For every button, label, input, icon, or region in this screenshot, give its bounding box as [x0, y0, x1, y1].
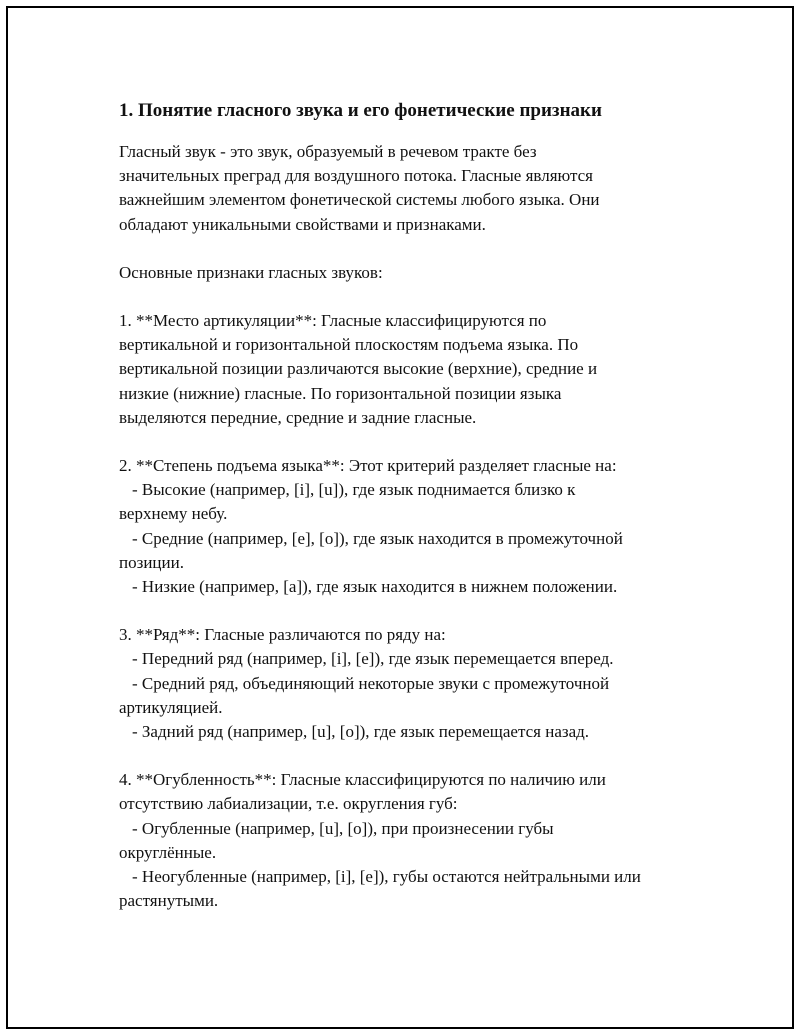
section-line: позиции. [119, 552, 184, 572]
bullet-line: - Средние (например, [e], [o]), где язык находится в промежуточной [132, 528, 623, 548]
section-line: 4. **Огубленность**: Гласные классифицируются по наличию или [119, 770, 606, 790]
section-line: округлённые. [119, 842, 217, 862]
section-line: отсутствию лабиализации, т.е. округления губ: [119, 794, 458, 814]
section-tongue-height [119, 454, 719, 599]
section-line: растянутыми. [119, 891, 219, 911]
section-line: вертикальной позиции различаются высокие (верхние), средние и [119, 359, 598, 379]
bullet-line: - Высокие (например, [i], [u]), где язык поднимается близко к [132, 480, 576, 500]
section-line: верхнему небу. [119, 504, 228, 524]
intro-line: важнейшим элементом фонетической системы любого языка. Они [119, 190, 600, 210]
section-line: 2. **Степень подъема языка**: Этот критерий разделяет гласные на: [119, 456, 617, 476]
section-line: 1. **Место артикуляции**: Гласные классифицируются по [119, 311, 547, 331]
bullet-line: - Средний ряд, объединяющий некоторые звуки с промежуточной [132, 673, 610, 693]
section-line: 3. **Ряд**: Гласные различаются по ряду на: [119, 625, 446, 645]
page-title: 1. Понятие гласного звука и его фонетические признаки [119, 100, 602, 121]
section-line: вертикальной и горизонтальной плоскостям подъема языка. По [119, 335, 579, 355]
section-rounding [119, 768, 719, 913]
bullet-line: - Неогубленные (например, [i], [e]), губы остаются нейтральными или [132, 867, 641, 887]
section-articulation-place [119, 309, 719, 430]
intro-line: значительных преград для воздушного потока. Гласные являются [119, 166, 593, 186]
intro-paragraph [119, 140, 719, 237]
section-line: выделяются передние, средние и задние гласные. [119, 407, 477, 427]
bullet-line: - Передний ряд (например, [i], [e]), где язык перемещается вперед. [132, 649, 614, 669]
section-line: низкие (нижние) гласные. По горизонтальной позиции языка [119, 383, 562, 403]
bullet-line: - Задний ряд (например, [u], [o]), где язык перемещается назад. [132, 722, 590, 742]
section-row [119, 623, 719, 744]
intro-line: обладают уникальными свойствами и признаками. [119, 214, 486, 234]
main-signs-heading: Основные признаки гласных звуков: [119, 262, 383, 282]
section-line: артикуляцией. [119, 697, 223, 717]
bullet-line: - Огубленные (например, [u], [o]), при произнесении губы [132, 818, 554, 838]
bullet-line: - Низкие (например, [a]), где язык находится в нижнем положении. [132, 577, 618, 597]
intro-line: Гласный звук - это звук, образуемый в речевом тракте без [119, 142, 537, 161]
document-page [6, 6, 794, 1029]
document-content [119, 99, 719, 937]
